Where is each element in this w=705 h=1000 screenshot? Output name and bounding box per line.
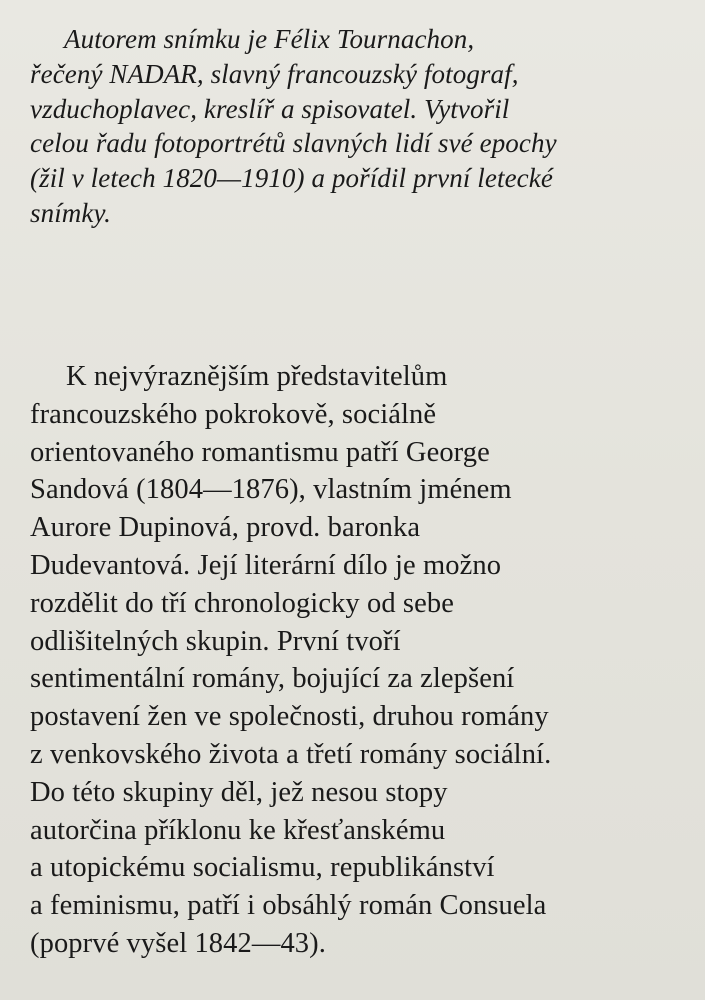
body-line: rozdělit do tří chronologicky od sebe <box>30 587 454 619</box>
body-line: a utopickému socialismu, republikánství <box>30 852 495 884</box>
body-line: odlišitelných skupin. První tvoří <box>30 625 401 657</box>
caption-line: řečený NADAR, slavný francouzský fotograf, <box>30 58 519 89</box>
photo-caption <box>30 22 680 231</box>
body-line: Dudevantová. Její literární dílo je možno <box>30 549 502 581</box>
body-line: Aurore Dupinová, provd. baronka <box>30 512 421 544</box>
body-line: (poprvé vyšel 1842—43). <box>30 927 326 959</box>
body-line: K nejvýraznějším představitelům <box>66 361 448 392</box>
caption-line: Autorem snímku je Félix Tournachon, <box>64 24 475 54</box>
body-line: z venkovského života a třetí romány sociální. <box>30 738 552 770</box>
body-line: Sandová (1804—1876), vlastním jménem <box>30 474 512 506</box>
caption-line: vzduchoplavec, kreslíř a spisovatel. Vytvořil <box>30 93 510 124</box>
body-line: francouzského pokrokově, sociálně <box>30 398 437 430</box>
caption-line: celou řadu fotoportrétů slavných lidí své epochy <box>30 128 557 159</box>
body-paragraph <box>30 358 690 963</box>
caption-line: snímky. <box>30 197 111 228</box>
body-line: sentimentální romány, bojující za zlepšení <box>30 663 515 695</box>
body-line: orientovaného romantismu patří George <box>30 436 490 468</box>
caption-line: (žil v letech 1820—1910) a pořídil první letecké <box>30 163 553 194</box>
body-line: Do této skupiny děl, jež nesou stopy <box>30 776 448 808</box>
body-line: a feminismu, patří i obsáhlý román Consuela <box>30 890 547 922</box>
body-line: postavení žen ve společnosti, druhou romány <box>30 701 549 733</box>
body-line: autorčina příklonu ke křesťanskému <box>30 814 446 846</box>
